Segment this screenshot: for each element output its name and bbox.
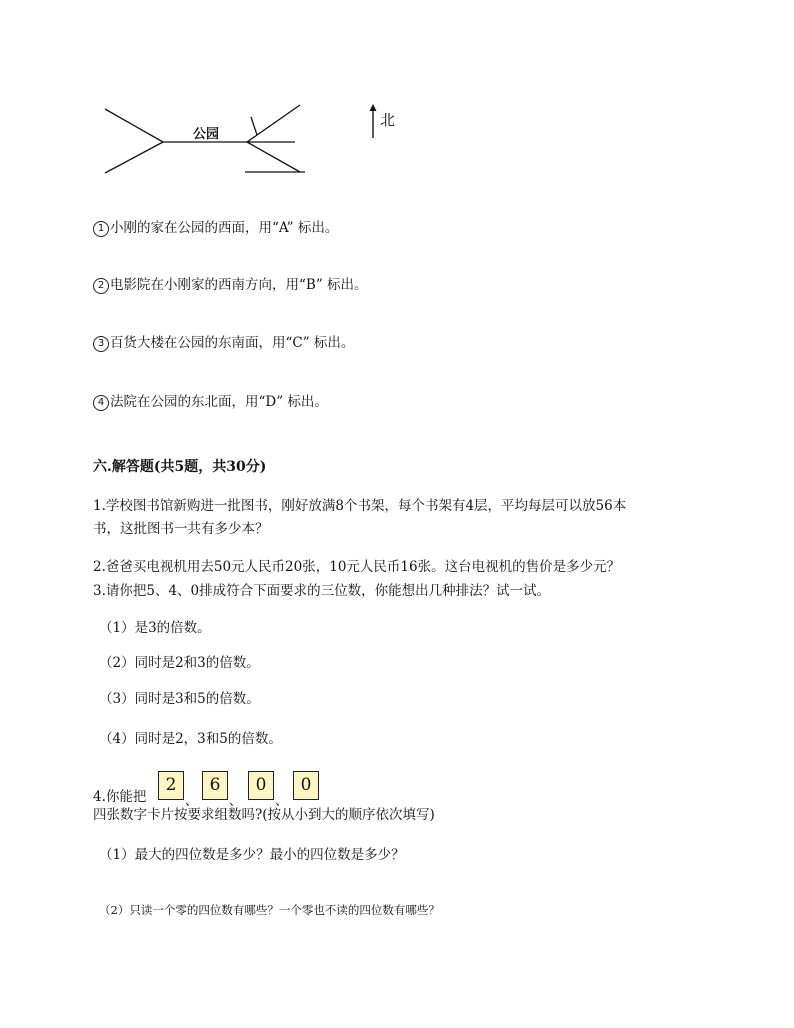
road-west-lower (105, 142, 163, 173)
digit-card: 6 (202, 771, 228, 800)
q3-sub: （2）同时是2和3的倍数。 (99, 655, 260, 671)
card-separator: 、 (185, 794, 199, 809)
item-number: 1 (93, 221, 109, 237)
q4-sub1: （1）最大的四位数是多少？最小的四位数是多少？ (99, 847, 405, 863)
park-label: 公园 (193, 127, 220, 142)
item-number: 4 (93, 395, 109, 411)
q2-text: 2.爸爸买电视机用去50元人民币20张，10元人民币16张。这台电视机的售价是多少元？ (93, 559, 621, 575)
road-east-upper (247, 105, 300, 142)
q3-sub: （1）是3的倍数。 (99, 620, 211, 636)
item-number: 3 (93, 336, 109, 352)
road-east-lower (247, 142, 300, 172)
digit-card: 0 (248, 771, 274, 800)
road-branch (251, 117, 257, 135)
digit-card: 2 (158, 771, 184, 800)
q1-line2: 书，这批图书一共有多少本？ (93, 521, 269, 537)
q1-line1: 1.学校图书馆新购进一批图书，刚好放满8个书架，每个书架有4层，平均每层可以放56本 (93, 498, 627, 514)
q3-text: 3.请你把5、4、0排成符合下面要求的三位数，你能想出几种排法？试一试。 (93, 583, 551, 599)
card-separator: 、 (275, 794, 289, 809)
north-label: 北 (380, 111, 396, 129)
section-title: 六.解答题(共5题，共30分) (93, 459, 267, 475)
digit-card: 0 (293, 771, 319, 800)
q4-line2: 四张数字卡片按要求组数吗?(按从小到大的顺序依次填写) (93, 807, 435, 823)
q3-sub: （4）同时是2，3和5的倍数。 (99, 731, 282, 747)
item-number: 2 (93, 278, 109, 294)
list-item (93, 393, 328, 411)
q4-prefix: 4.你能把 (93, 789, 147, 805)
list-item (93, 219, 338, 237)
q3-sub: （3）同时是3和5的倍数。 (99, 691, 260, 707)
item-text: 法院在公园的东北面，用“D” 标出。 (110, 394, 328, 410)
road-west-upper (105, 109, 163, 142)
list-item (93, 276, 368, 294)
north-arrow-icon (368, 104, 378, 138)
item-text: 百货大楼在公园的东南面，用“C” 标出。 (110, 335, 355, 351)
item-text: 小刚的家在公园的西面，用“A” 标出。 (110, 220, 339, 236)
list-item (93, 334, 354, 352)
item-text: 电影院在小刚家的西南方向，用“B” 标出。 (110, 277, 368, 293)
q4-sub2: （2）只读一个零的四位数有哪些？一个零也不读的四位数有哪些？ (99, 903, 440, 917)
card-separator: 、 (229, 794, 243, 809)
